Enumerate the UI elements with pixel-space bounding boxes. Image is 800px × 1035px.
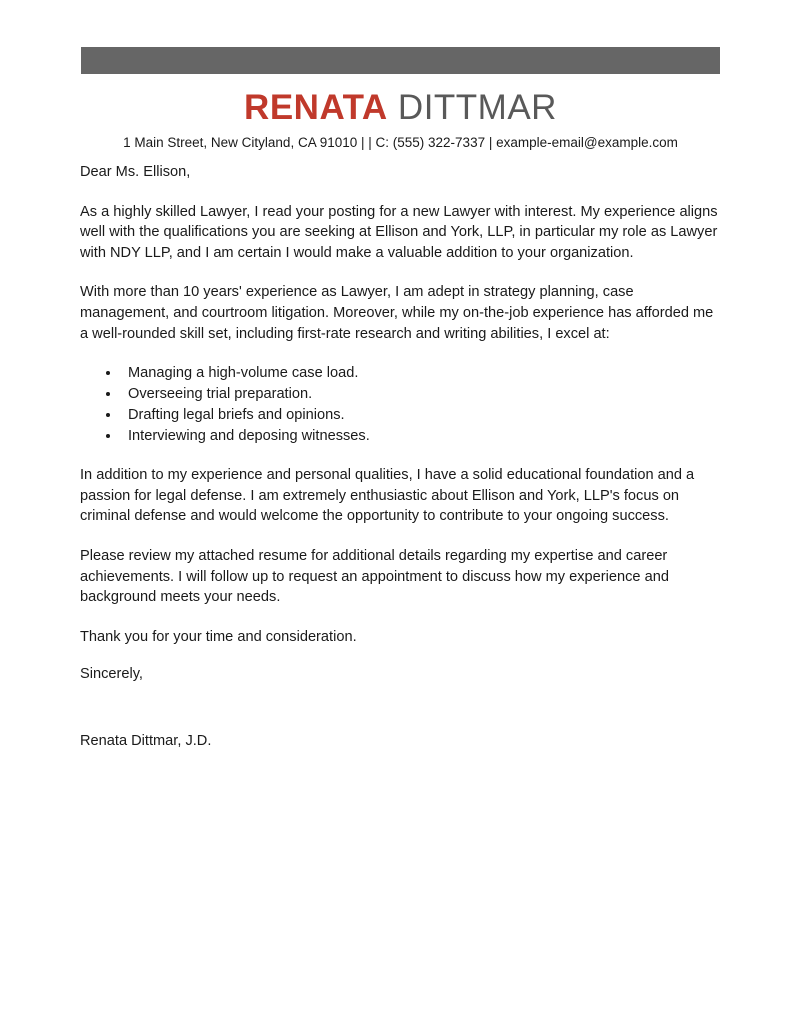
paragraph-intro: As a highly skilled Lawyer, I read your posting for a new Lawyer with interest. My experience aligns well with the qualifications you are seeking at Ellison and York, LLP, in particular my role as Lawyer with NDY LLP, and I am certain I would make a valuable addition to your organization.: [80, 203, 718, 261]
first-name: RENATA: [244, 88, 388, 127]
thank-you-line: Thank you for your time and consideration.: [80, 628, 357, 645]
paragraph-followup: Please review my attached resume for additional details regarding my expertise and career achievements. I will follow up to request an appointment to discuss how my experience and background meets your needs.: [80, 547, 669, 606]
signature-name: Renata Dittmar, J.D.: [80, 732, 212, 749]
paragraph-experience: With more than 10 years' experience as Lawyer, I am adept in strategy planning, case management, and courtroom litigation. Moreover, while my on-the-job experience has afforded me a well-rounded skill set, including first-rate research and writing abilities, I excel at:: [80, 284, 714, 342]
letterhead: [81, 88, 720, 152]
list-item: Managing a high-volume case load.: [106, 363, 721, 383]
skills-list: [80, 363, 721, 446]
salutation: Dear Ms. Ellison,: [80, 164, 191, 180]
page-title: [81, 88, 720, 128]
list-item: Interviewing and deposing witnesses.: [106, 426, 721, 446]
paragraph-qualities: In addition to my experience and personal qualities, I have a solid educational foundation and a passion for legal defense. I am extremely enthusiastic about Ellison and York, LLP's focus on criminal defense and would welcome the opportunity to contribute to your ongoing success.: [80, 467, 695, 525]
contact-info: 1 Main Street, New Cityland, CA 91010 | | C: (555) 322-7337 | example-email@example.com: [123, 135, 678, 150]
letter-body: [80, 162, 721, 752]
last-name: DITTMAR: [387, 88, 557, 127]
header-accent-bar: [81, 47, 720, 74]
closing-line: Sincerely,: [80, 666, 143, 683]
list-item: Overseeing trial preparation.: [106, 384, 721, 404]
list-item: Drafting legal briefs and opinions.: [106, 405, 721, 425]
